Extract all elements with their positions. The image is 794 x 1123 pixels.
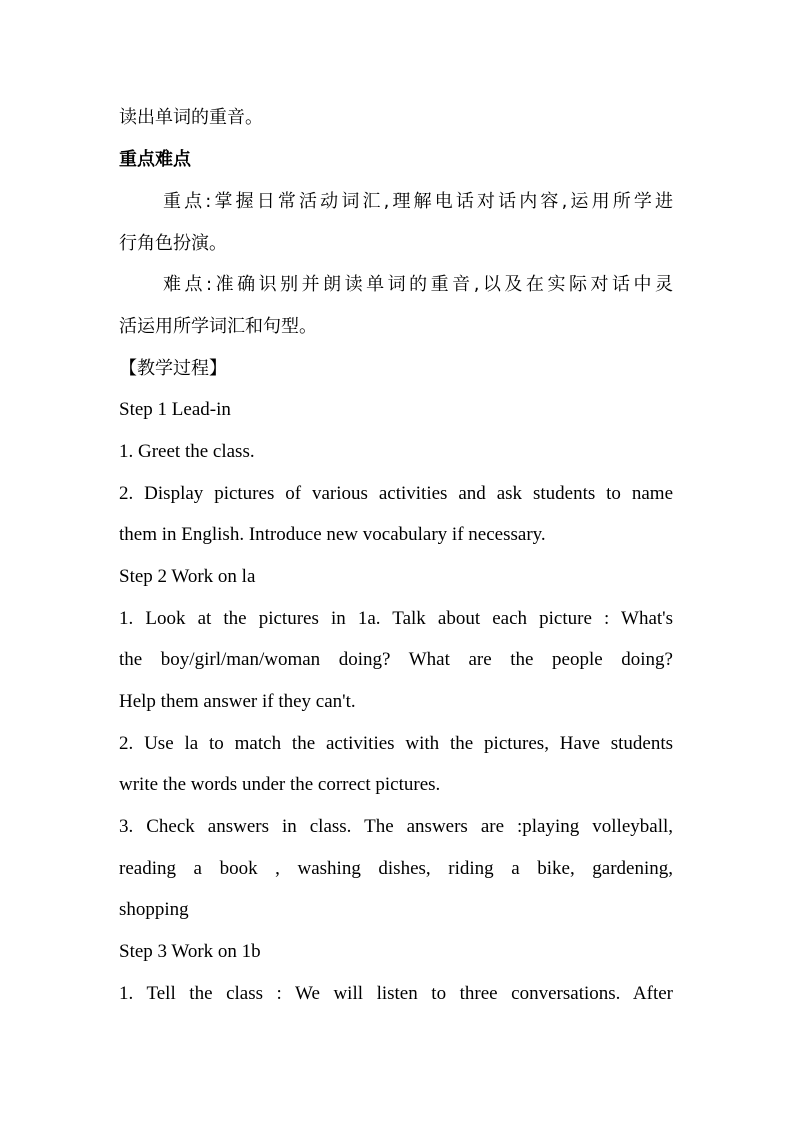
step-heading: Step 1 Lead-in <box>119 399 231 420</box>
paragraph-line: the boy/girl/man/woman doing? What are the people doing? <box>119 649 673 670</box>
paragraph-line: shopping <box>119 899 189 920</box>
paragraph-line: 活运用所学词汇和句型。 <box>119 316 317 337</box>
paragraph-line: them in English. Introduce new vocabulary if necessary. <box>119 524 546 545</box>
paragraph-line: 1. Look at the pictures in 1a. Talk about each picture : What's <box>119 608 673 629</box>
paragraph-line: Help them answer if they can't. <box>119 691 356 712</box>
section-heading: 重点难点 <box>119 149 191 170</box>
paragraph-line: 1. Greet the class. <box>119 441 255 462</box>
paragraph-line: 重点:掌握日常活动词汇,理解电话对话内容,运用所学进 <box>163 191 673 212</box>
paragraph-line: 难点:准确识别并朗读单词的重音,以及在实际对话中灵 <box>163 274 673 295</box>
paragraph-line: reading a book , washing dishes, riding a bike, gardening, <box>119 858 673 879</box>
paragraph-line: 3. Check answers in class. The answers are :playing volleyball, <box>119 816 673 837</box>
step-heading: Step 2 Work on la <box>119 566 256 587</box>
paragraph-line: 2. Use la to match the activities with the pictures, Have students <box>119 733 673 754</box>
paragraph-line: 1. Tell the class : We will listen to three conversations. After <box>119 983 673 1004</box>
paragraph-line: 行角色扮演。 <box>119 233 227 254</box>
paragraph-line: 2. Display pictures of various activities and ask students to name <box>119 483 673 504</box>
section-heading: 【教学过程】 <box>119 358 227 379</box>
step-heading: Step 3 Work on 1b <box>119 941 261 962</box>
paragraph-line: write the words under the correct pictures. <box>119 774 441 795</box>
paragraph-line: 读出单词的重音。 <box>119 107 263 128</box>
